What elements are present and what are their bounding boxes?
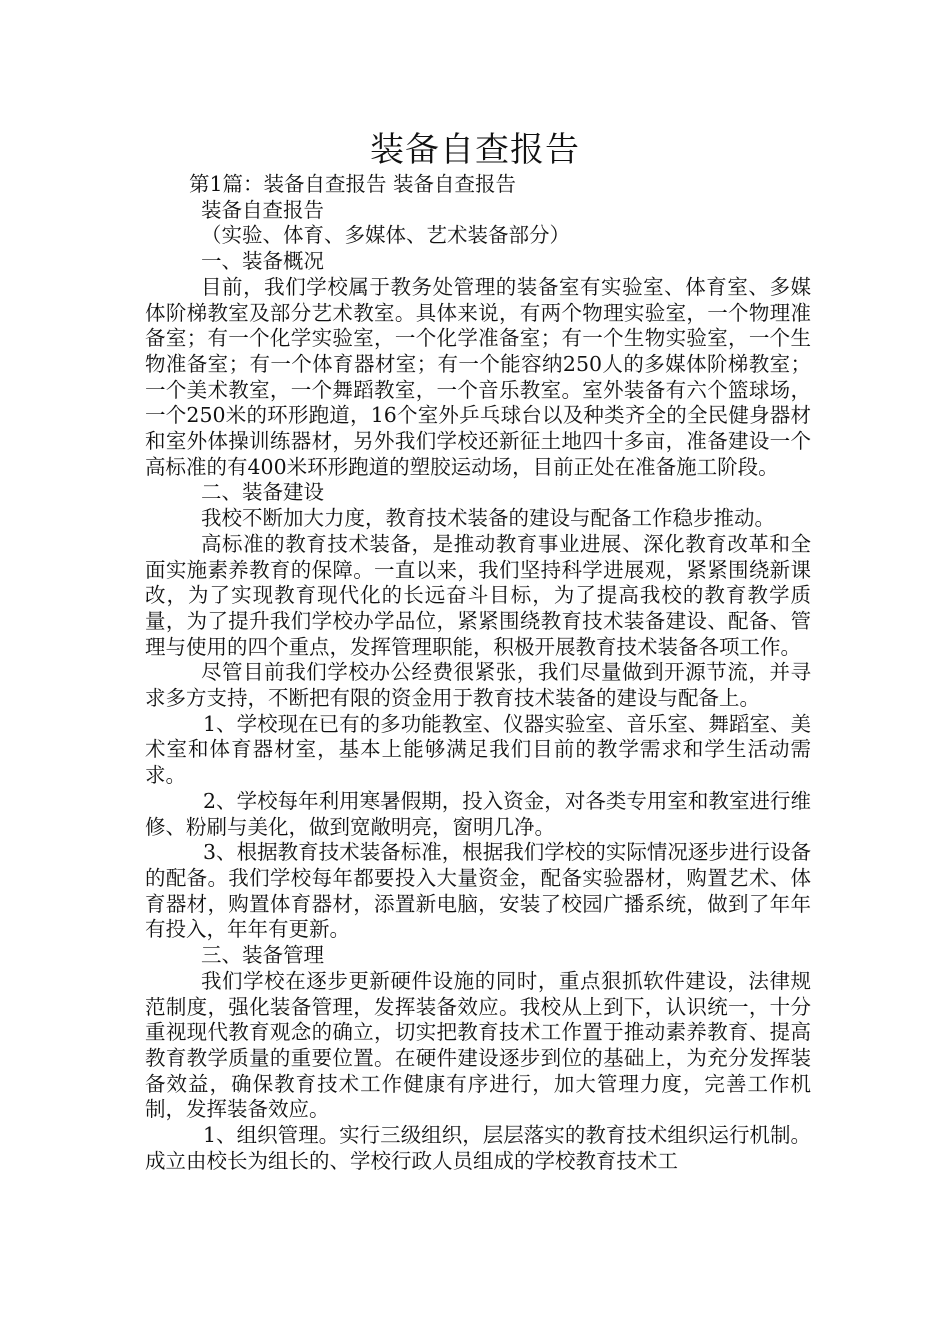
paragraph-construction-funding: 尽管目前我们学校办公经费很紧张，我们尽量做到开源节流，并寻求多方支持，不断把有限的资金用于教育技术装备的建设与配备上。 bbox=[145, 660, 811, 711]
paragraph-construction-intro: 我校不断加大力度，教育技术装备的建设与配备工作稳步推动。 bbox=[201, 506, 775, 531]
paragraph-construction-standard: 高标准的教育技术装备，是推动教育事业进展、深化教育改革和全面实施素养教育的保障。一直以来，我们坚持科学进展观，紧紧围绕新课改，为了实现教育现代化的长远奋斗目标，为了提高我校的教育教学质量，为了提升我们学校办学品位，紧紧围绕教育技术装备建设、配备、管理与使用的四个重点，发挥管理职能，积极开展教育技术装备各项工作。 bbox=[145, 531, 811, 659]
document-body bbox=[145, 172, 811, 1174]
paragraph-management: 我们学校在逐步更新硬件设施的同时，重点狠抓软件建设，法律规范制度，强化装备管理，发挥装备效应。我校从上到下，认识统一，十分重视现代教育观念的确立，切实把教育技术工作置于推动素养教育、提高教育教学质量的重要位置。在硬件建设逐步到位的基础上，为充分发挥装备效益，确保教育技术工作健康有序进行，加大管理力度，完善工作机制，发挥装备效应。 bbox=[145, 968, 811, 1122]
paragraph-overview: 目前，我们学校属于教务处管理的装备室有实验室、体育室、多媒体阶梯教室及部分艺术教室。具体来说，有两个物理实验室，一个物理准备室；有一个化学实验室，一个化学准备室；有一个生物实验室，一个生物准备室；有一个体育器材室；有一个能容纳250人的多媒体阶梯教室；一个美术教室，一个舞蹈教室，一个音乐教室。室外装备有六个篮球场，一个250米的环形跑道，16个室外乒乓球台以及种类齐全的全民健身器材和室外体操训练器材，另外我们学校还新征土地四十多亩，准备建设一个高标准的有400米环形跑道的塑胶运动场，目前正处在准备施工阶段。 bbox=[145, 274, 811, 479]
list-item-1: 1、学校现在已有的多功能教室、仪器实验室、音乐室、舞蹈室、美术室和体育器材室，基本上能够满足我们目前的教学需求和学生活动需求。 bbox=[145, 711, 811, 788]
section-heading-overview: 一、装备概况 bbox=[201, 249, 324, 274]
document-title: 装备自查报告 bbox=[370, 130, 580, 170]
list-item-2: 2、学校每年利用寒暑假期，投入资金，对各类专用室和教室进行维修、粉刷与美化，做到宽敞明亮，窗明几净。 bbox=[145, 788, 811, 839]
list-item-organization: 1、组织管理。实行三级组织，层层落实的教育技术组织运行机制。成立由校长为组长的、学校行政人员组成的学校教育技术工 bbox=[145, 1123, 811, 1173]
report-scope: （实验、体育、多媒体、艺术装备部分） bbox=[201, 223, 570, 248]
report-subtitle: 装备自查报告 bbox=[201, 197, 324, 222]
article-heading: 第1篇：装备自查报告 装备自查报告 bbox=[189, 172, 517, 196]
section-heading-management: 三、装备管理 bbox=[201, 943, 324, 968]
list-item-3: 3、根据教育技术装备标准，根据我们学校的实际情况逐步进行设备的配备。我们学校每年都要投入大量资金，配备实验器材，购置艺术、体育器材，购置体育器材，添置新电脑，安装了校园广播系统，做到了年年有投入，年年有更新。 bbox=[145, 840, 811, 942]
section-heading-construction: 二、装备建设 bbox=[201, 480, 324, 505]
